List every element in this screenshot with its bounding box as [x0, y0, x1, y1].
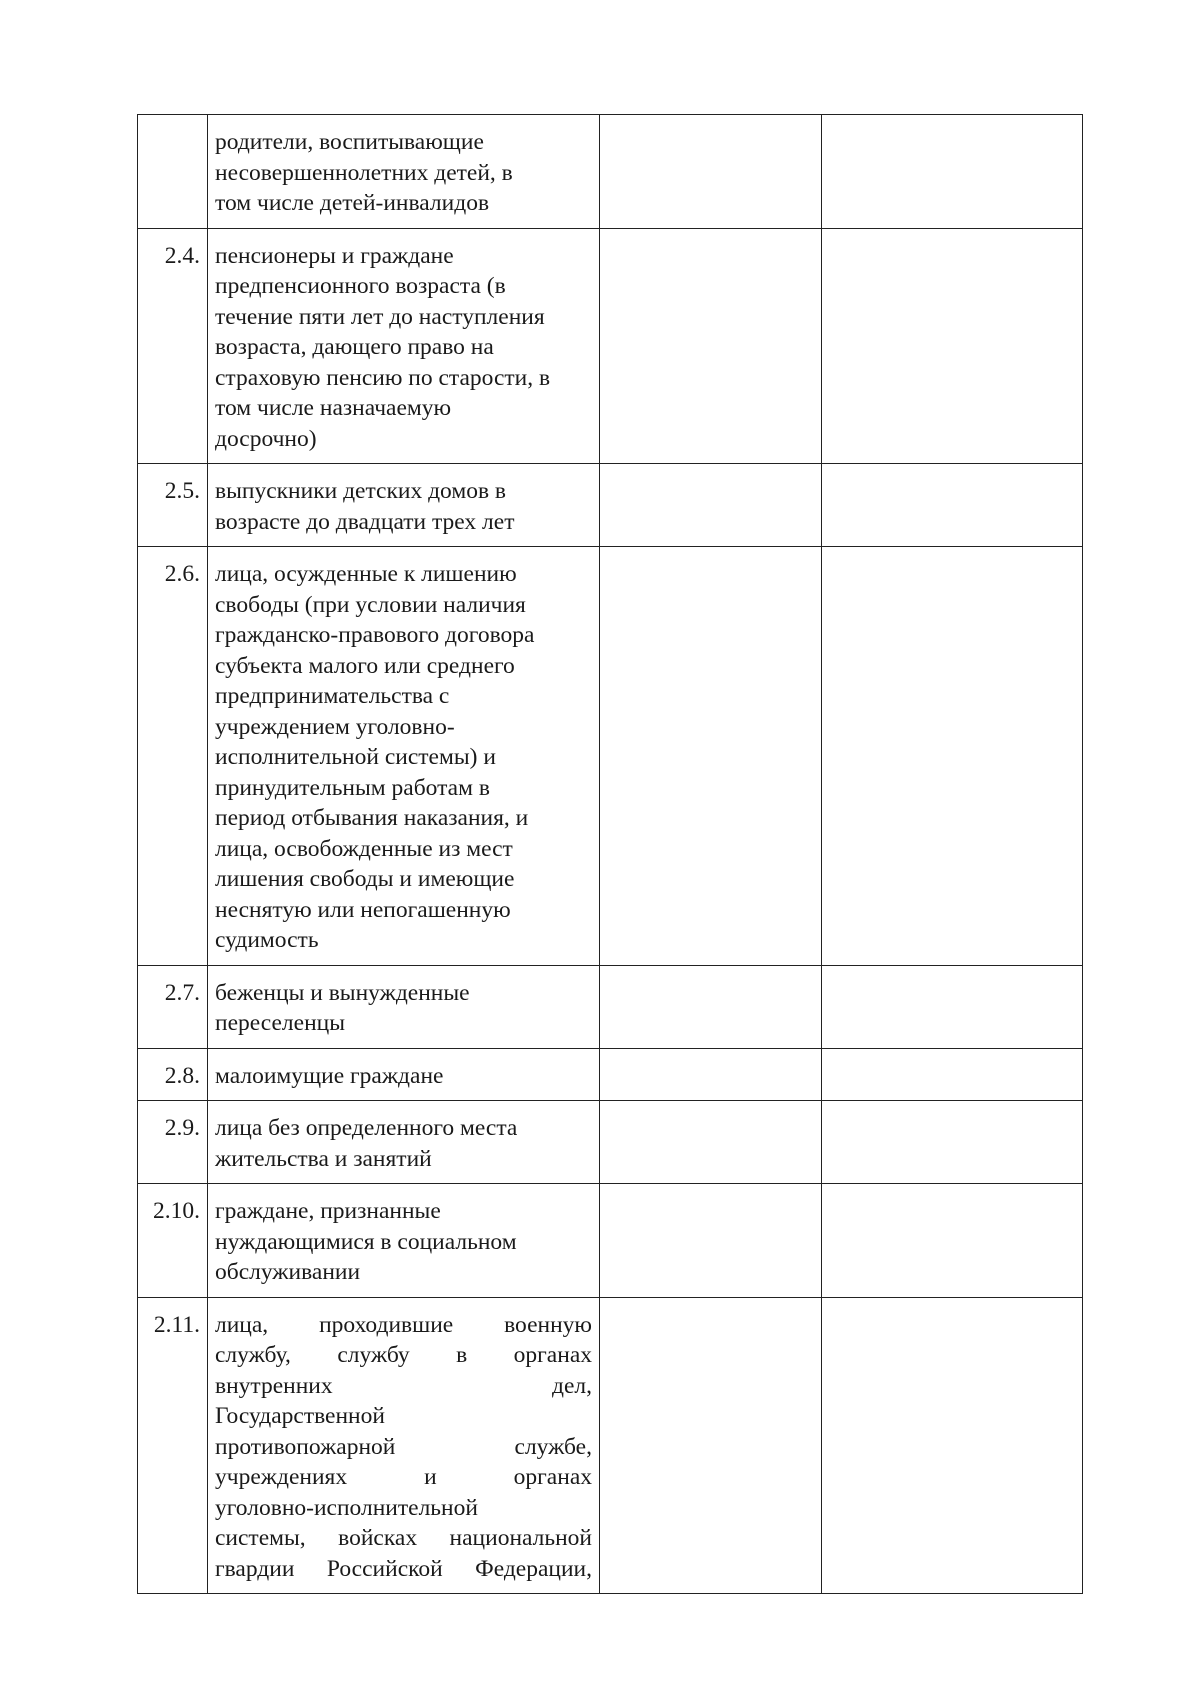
empty-cell [600, 464, 822, 547]
description-line: возраста, дающего право на [215, 334, 494, 360]
description-line [215, 1554, 592, 1585]
word: национальной [449, 1525, 592, 1551]
description-line [215, 1401, 592, 1432]
empty-cell [600, 1101, 822, 1184]
description-line: неснятую или непогашенную [215, 896, 511, 923]
word: службе, [514, 1433, 592, 1460]
word: учреждениях [215, 1464, 348, 1490]
word: гвардии [215, 1555, 295, 1582]
description-line: том числе детей-инвалидов [215, 190, 490, 216]
description-line [215, 1310, 592, 1341]
row-description [208, 1101, 600, 1184]
row-number: 2.8. [138, 1048, 208, 1101]
row-description [208, 1184, 600, 1298]
description-line: предпенсионного возраста (в [215, 273, 506, 299]
description-line: несовершеннолетних детей, в [215, 159, 513, 186]
empty-cell [822, 228, 1083, 464]
empty-cell [600, 115, 822, 229]
document-table [137, 114, 1083, 1594]
word: внутренних [215, 1372, 333, 1399]
row-number: 2.6. [138, 547, 208, 966]
word: лица, [215, 1311, 269, 1338]
description-line: исполнительной системы) и [215, 744, 496, 770]
row-description [208, 1048, 600, 1101]
description-line: лица без определенного места [215, 1115, 518, 1141]
description-line: жительства и занятий [215, 1145, 432, 1172]
empty-cell [822, 115, 1083, 229]
description-line: лица, осужденные к лишению [215, 561, 517, 587]
word: и [424, 1464, 437, 1490]
description-line: нуждающимися в социальном [215, 1228, 517, 1255]
empty-cell [600, 1297, 822, 1594]
word: в [456, 1342, 468, 1368]
empty-cell [822, 965, 1083, 1048]
word: Российской [326, 1555, 443, 1582]
description-line: том числе назначаемую [215, 395, 452, 421]
empty-cell [822, 547, 1083, 966]
word: проходившие [319, 1311, 454, 1338]
table-row [138, 1184, 1083, 1298]
description-line: родители, воспитывающие [215, 129, 484, 155]
description-line: свободы (при условии наличия [215, 591, 526, 618]
table-row [138, 1101, 1083, 1184]
description-line: гражданско-правового договора [215, 622, 535, 648]
description-line: страховую пенсию по старости, в [215, 364, 551, 391]
description-line [215, 1340, 592, 1371]
word: противопожарной [215, 1433, 396, 1460]
row-description [208, 1297, 600, 1594]
description-line [215, 1493, 592, 1524]
word: военную [504, 1311, 592, 1338]
word: органах [513, 1342, 592, 1368]
description-line: учреждением уголовно- [215, 713, 455, 740]
empty-cell [822, 1048, 1083, 1101]
description-line [215, 1432, 592, 1463]
description-line: судимость [215, 927, 319, 953]
description-line: принудительным работам в [215, 774, 490, 801]
row-number: 2.11. [138, 1297, 208, 1594]
word: Федерации, [475, 1555, 592, 1582]
word: дел, [552, 1372, 592, 1399]
empty-cell [822, 1101, 1083, 1184]
word: службу, [215, 1342, 291, 1368]
description-line: граждане, признанные [215, 1198, 441, 1224]
description-line: пенсионеры и граждане [215, 242, 454, 269]
description-line: обслуживании [215, 1259, 361, 1285]
empty-cell [600, 547, 822, 966]
word: системы, [215, 1525, 306, 1551]
description-line: предпринимательства с [215, 683, 450, 709]
table-row [138, 547, 1083, 966]
description-line: лица, освобожденные из мест [215, 835, 513, 862]
empty-cell [600, 965, 822, 1048]
description-line: период отбывания наказания, и [215, 805, 529, 831]
table-row [138, 464, 1083, 547]
description-line: малоимущие граждане [215, 1062, 444, 1089]
empty-cell [822, 1297, 1083, 1594]
word: уголовно-исполнительной [215, 1494, 478, 1521]
row-description [208, 547, 600, 966]
row-number: 2.7. [138, 965, 208, 1048]
empty-cell [600, 1184, 822, 1298]
table-row [138, 965, 1083, 1048]
row-number: 2.10. [138, 1184, 208, 1298]
table-row [138, 115, 1083, 229]
word: Государственной [215, 1403, 385, 1429]
row-number: 2.9. [138, 1101, 208, 1184]
description-line [215, 1371, 592, 1402]
row-description [208, 464, 600, 547]
empty-cell [600, 228, 822, 464]
description-line: течение пяти лет до наступления [215, 303, 545, 330]
row-description [208, 115, 600, 229]
description-line [215, 1523, 592, 1554]
empty-cell [822, 1184, 1083, 1298]
description-line: досрочно) [215, 425, 317, 452]
description-line: беженцы и вынужденные [215, 979, 470, 1006]
row-description [208, 228, 600, 464]
word: службу [337, 1342, 410, 1368]
row-number [138, 115, 208, 229]
description-line: лишения свободы и имеющие [215, 866, 515, 892]
empty-cell [600, 1048, 822, 1101]
empty-cell [822, 464, 1083, 547]
row-number: 2.5. [138, 464, 208, 547]
description-line: выпускники детских домов в [215, 478, 507, 504]
table-row [138, 228, 1083, 464]
table-row [138, 1048, 1083, 1101]
table-row [138, 1297, 1083, 1594]
row-number: 2.4. [138, 228, 208, 464]
description-line: возрасте до двадцати трех лет [215, 508, 515, 535]
description-line: переселенцы [215, 1010, 346, 1036]
word: войсках [338, 1525, 418, 1551]
description-line: субъекта малого или среднего [215, 652, 515, 679]
row-description [208, 965, 600, 1048]
description-line [215, 1462, 592, 1493]
word: органах [513, 1464, 592, 1490]
